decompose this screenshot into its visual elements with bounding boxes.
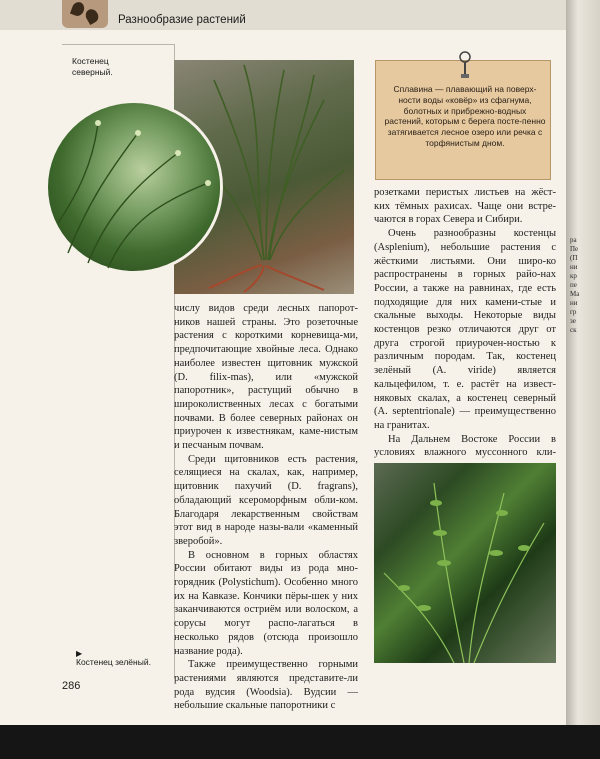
- edge-text-line: ск: [570, 326, 577, 334]
- fern-detail-illustration: [48, 103, 220, 271]
- scan-background: [0, 725, 600, 759]
- paragraph: Также преимущественно горными растениями являются представите-ли рода вудсия (Woodsia). Вудсии — небольшие скальные папоротники с: [174, 659, 358, 712]
- edge-text-line: пе: [570, 281, 577, 289]
- edge-text-line: гр: [570, 308, 577, 316]
- caption-top: [72, 56, 113, 78]
- edge-text-line: ни: [570, 299, 578, 307]
- section-title: Разнообразие растений: [118, 14, 246, 26]
- caption-bottom: Костенец зелёный.: [76, 657, 151, 667]
- paragraph: числу видов среди лесных папорот-ников нашей страны. Это розеточные растения с короткими корневища-ми, предпочитающие хвойные леса. Однако наиболее известен щитовник мужской (D. filix-mas), или «мужской папоротник», растущий обычно в широколиственных лесах с богатыми почвами. В более северных районах он приурочен к известнякам, каме-нистым и песчаным почвам.: [174, 303, 358, 452]
- photo-detail-circle: [48, 103, 220, 271]
- note-text: Сплавина — плавающий на поверх-ности воды «ковёр» из сфагнума, болотных и прибрежно-водных растений, которым с берега посте-пенно затягивается лесное озеро или речка с торфянистым дном.: [384, 84, 546, 148]
- text-column-middle: [174, 302, 358, 713]
- edge-text: [570, 236, 579, 335]
- page-number: 286: [62, 680, 81, 692]
- leaf-icon: [83, 7, 100, 25]
- edge-text-line: Пе: [570, 245, 579, 253]
- caption-top-line-1: Костенец: [72, 56, 109, 66]
- leaf-icon: [70, 0, 86, 17]
- photo-asplenium-viride: [374, 463, 556, 663]
- edge-text-line: (П: [570, 254, 578, 262]
- page-header: [0, 0, 566, 30]
- caption-top-line-2: северный.: [72, 67, 113, 77]
- edge-text-line: Ма: [570, 290, 580, 298]
- paragraph: Очень разнообразны костенцы (Asplenium), небольшие растения с жёсткими листьями. Они широ-ко распространены в горных райо-нах России, а также на равнинах, где есть подходящие для них камени-стые и скальные выходы. Некоторые виды костенцов резко отличаются друг от друга строгой приурочен-ностью к различным породам. Так, костенец зелёный (A. viride) является кальцефилом, т. е. растёт на извест-няковых скалах, а костенец северный (A. septentrionale) — преимущественно на гранитах.: [374, 228, 556, 431]
- paragraph: В основном в горных областях России обитают виды из рода мно-горядник (Polystichum). Особенно много их на Кавказе. Кончики пёры-шек у них заканчиваются остриём или волоском, а сорусы могут распо-лагаться в несколько рядов (отсюда произошло название рода).: [174, 549, 358, 657]
- text-column-right: [374, 186, 556, 487]
- magnifier-icon: [458, 50, 472, 80]
- caption-marker: ▶: [76, 649, 83, 658]
- paragraph: Среди щитовников есть растения, селящиеся на скалах, как, например, щитовник пахучий (D. fragrans), обладающий ксероморфным обли-ком. Благодаря лекарственным свойствам этот вид в народе назы-вали «каменный зверобой».: [174, 453, 358, 547]
- edge-text-line: зе: [570, 317, 576, 325]
- edge-text-line: кр: [570, 272, 577, 280]
- paragraph: розетками перистых листьев на жёст-ких тёмных рахисах. Чаще они встре-чаются в горах Севера и Сибири.: [374, 187, 556, 226]
- edge-text-line: ни: [570, 263, 578, 271]
- edge-text-line: ра: [570, 236, 577, 244]
- fern-illustration: [374, 463, 556, 663]
- plant-icon: [62, 0, 108, 28]
- next-page-edge: [566, 0, 600, 759]
- paragraph: На Дальнем Востоке России в условиях влажного муссонного кли-: [374, 433, 556, 459]
